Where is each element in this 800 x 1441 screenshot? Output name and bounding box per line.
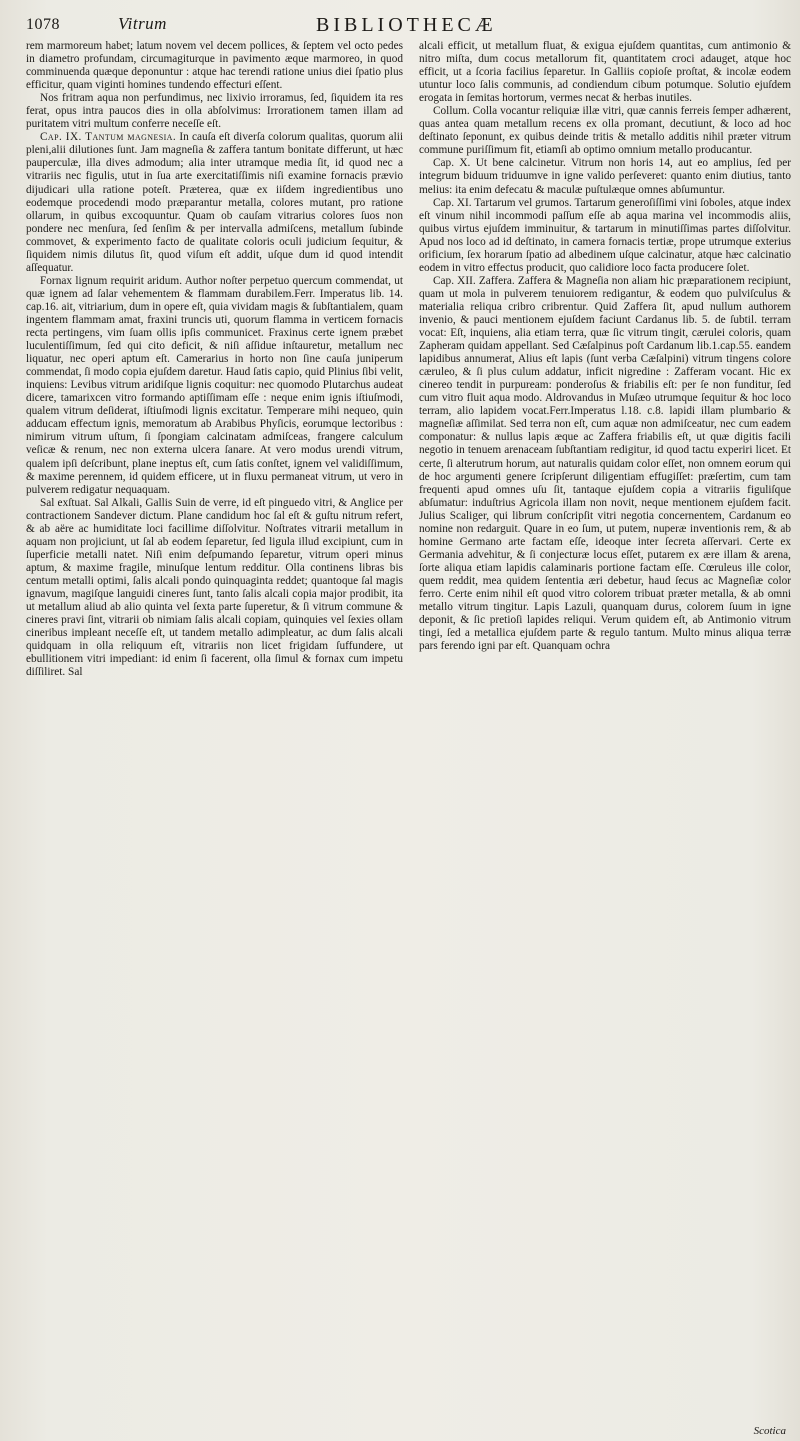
paragraph-body: In cauſa eſt diverſa colorum qualitas, quorum alii pleni,alii dilutiones ſunt. Jam magneſia & zaffera tantum bonitate differunt, ut hæc pauperculæ, illa dives admodum; alia inter utramque media ſit, id quod nec a vitrariis nec figulis, utut in ſua arte exercitatiſſimis niſi examine fornacis prævio dijudicari ulla ratione poteſt. Præterea, quæ ex iiſdem ingredientibus uno eodemque procedendi modo præparantur metalla, colores mutant, pro ratione ollarum, in quibus excoquuntur. Quam ob cauſam vitrarius colores ſuos non pondere nec menſura, ſed ſenſim & per intervalla admiſcens, metallum ſubinde commovet, & experimento facto de qualitate coloris oculi judicium ſequitur, & ſiquidem nimis dilutus ſit, quod viſum eſt addit, uſque dum id quod intendit aſſequatur. xyxy=(26,131,403,274)
chapter-heading: Cap. IX. Tantum magneſia. xyxy=(40,131,177,144)
paragraph: Nos fritram aqua non perfundimus, nec lixivio irroramus, ſed, ſiquidem ita res ferat, opus intra paucos dies in olla abſolvimus: Irrorationem tamen illam ad puritatem vitri multum conferre neceſſe eſt. xyxy=(26,92,403,131)
page-header xyxy=(26,14,788,40)
right-column xyxy=(419,40,791,1430)
paragraph: Sal exſtuat. Sal Alkali, Gallis Suin de verre, id eſt pinguedo vitri, & Anglice per contractionem Sandever dictum. Plane candidum hoc ſal eſt & guſtu nitrum refert, & ab aëre ac humiditate loci facillime diſſolvitur. Noſtrates vitrarii metallum in aquam non projiciunt, ut ſal ab eodem ſeparetur, ſed ligula illud excipiunt, cum in ſuperficie metalli natet. Niſi enim deſpumando ſeparetur, vitrum operi minus aptum, & maxime fragile, minuſque lentum redditur. Olla continens libras bis centum metalli optimi, ſalis alcali pondo quinquaginta reddet; quantoque ſal magis ignavum, magiſque languidi cineres ſunt, tanto ſalis alcali copia major prodibit, ita ut metallum aliud ab alio quinta vel ſexta parte ſuperetur, & ſi vitrum commune & cineres pravi ſint, vitrarii ob nimiam ſalis alcali copiam, quinquies vel ſexies ollam cineribus impleant neceſſe eſt, ut tandem metallo adimpleatur, ac dum ſalis alcali quidquam in olla reliquum eſt, vitrariis non licet frigidam ſuffundere, ut ebullitionem vitri impediant: id enim ſi facerent, olla ſimul & fornax cum impetu diſſiliret. Sal xyxy=(26,496,403,679)
running-head: BIBLIOTHECÆ xyxy=(316,14,497,36)
catchword: Scotica xyxy=(753,1425,786,1437)
paragraph: Cap. XI. Tartarum vel grumos. Tartarum generoſiſſimi vini ſoboles, atque index eſt vinum nihil incommodi paſſum eſſe ab aqua marina vel incommodis aliis, quibus virtus ejuſdem imminuitur, & tartarum in minutiſſimas partes diſſolvitur. Apud nos loco ad id deſtinato, in camera fornacis tertiæ, prope utrumque exterius orificium, ſex horarum ſpatio ad albedinem uſque calcinatur, atque hæc calcinatio eodem in vitro effectus producit, quo calidiore loco facta producere ſolet. xyxy=(419,196,791,274)
paragraph: Collum. Colla vocantur reliquiæ illæ vitri, quæ cannis ferreis ſemper adhærent, quas antea quam metallum recens ex olla promant, decutiunt, & loco ad hoc deſtinato ſeponunt, ex quibus deinde tritis & metallo additis nihil præter vitrum commune puriſſimum fit, etiamſi ab optimo omnium metallo producantur. xyxy=(419,105,791,157)
paragraph: alcali efficit, ut metallum fluat, & exigua ejuſdem quantitas, cum antimonio & nitro miſta, dum cocus metallorum fit, quantitatem croci adauget, atque hoc efficit, ut a ſcoria facilius ſeparetur. In Galliis copioſe proſtat, & incolæ eodem utuntur loco ſalis communis, ad condiendum cibum potumque. Solutio ejuſdem erogata in ſemitas hortorum, vermes necat & herbas inutiles. xyxy=(419,40,791,105)
paragraph: Cap. X. Ut bene calcinetur. Vitrum non horis 14, aut eo amplius, ſed per integrum biduum triduumve in igne valido perſeveret: quanto enim diutius, tanto melius: ita enim defecatu & maculæ puſtulæque omnes abſumuntur. xyxy=(419,157,791,196)
left-column xyxy=(26,40,403,1430)
paragraph: Cap. XII. Zaffera. Zaffera & Magneſia non aliam hic præparationem recipiunt, quam ut mola in pulverem tenuiorem redigantur, & eodem quo pulviſculus & materialia reliqua cribro cribrentur. Quid Zaffera ſit, apud nullum authorem invenio, & pauci mentionem ejuſdem faciunt Cardanus lib. 5. de ſubtil. terram vocat: Eſt, inquiens, alia etiam terra, quæ ſic vitrum tingit, cærulei coloris, quam Zapheram quidam appellant. Sed Cæſalpinus poſt Cardanum lib.1.cap.55. eandem lapidibus annumerat, Alius eſt lapis (ſunt verba Cæſalpini) vitrum tingens colore cæruleo, & ſi plus culum addatur, inficit nigredine : Zafferam vocant. Hic ex cinereo tendit in purpuream: ponderoſus & friabilis eſt: per ſe non funditur, ſed cum vitro fluit aqua modo. Aldrovandus in Muſæo utrumque ſequitur & hoc loco terram, alio lapidem vocat.Ferr.Imperatus l.18. c.8. lapidi illam plumbario & magneſiæ aſſimilat. Sed terra non eſt, cum aquæ non admiſceatur, nec cum eadem componatur: & nullus lapis æque ac Zaffera friabilis eſt, ut quæ digitis facili negotio in tenuem arenaceam ſubſtantiam redigitur, id quod tactu experiri licet. Et certe, ſi alterutrum horum, aut naturalis quidam color eſſet, non omnem eorum qui de hoc argumenti genere ſcripſerunt diligentiam effugiſſet: præſertim, cum tam frequenti apud omnes uſu ſit, tantaque ejuſdem copia a vitrariis figuliſque abſumatur: induſtrius Agricola illam non novit, neque mentionem ejuſdem facit. Julius Scaliger, qui librum conſcripſit vitri negotia concernentem, Cardanum eo nomine non redarguit. Quare in eo ſum, ut putem, nuperæ inventionis rem, & ab homine Germano arte factam eſſe, ideoque inter ſecreta aſſervari. Certe ex Germania advehitur, & ſi conjecturæ locus eſſet, putarem ex ære illam & arena, ſorte aliqua etiam lapidis calaminaris portione factam eſſe. Cœruleus ille color, quem reddit, mea quidem ſententia æri debetur, haud ſecus ac Magneſiæ color ferro. Certe enim nihil eſt quod vitro colorem tribuat præter metalla, & ab omni metallo vitrum tingitur. Lapis Lazuli, quanquam durus, colorem ſuum in igne deponit, & ſic pretioſi lapides reliqui. Verum quidem eſt, ab Antimonio vitrum tingi, ſed a metallica ejuſdem parte & regulo tantum. Multo minus aliqua terræ pars ferendo igni par eſt. Quanquam ochra xyxy=(419,274,791,653)
paragraph: rem marmoreum habet; latum novem vel decem pollices, & ſeptem vel octo pedes in diametro profundam, circumagiturque in pavimento æque marmoreo, in quod comminuenda quæque deponuntur : atque hac terendi ratione unius diei ſpatio plus efficitur, quam viginti homines tundendo effecturi eſſent. xyxy=(26,40,403,92)
page-number: 1078 xyxy=(26,16,60,33)
running-title: Vitrum xyxy=(118,14,167,33)
paragraph xyxy=(26,131,403,275)
paragraph: Fornax lignum requirit aridum. Author noſter perpetuo quercum commendat, ut quæ ignem ad ſalar vehementem & flammam durabilem.Ferr. Imperatus lib. 14. cap.16. ait, vitriarium, dum in opere eſt, quia vividam magis & ſubſtantialem, quam ingentem flammam amat, fraxini truncis uti, quorum flamma in verticem fornacis recta pertingens, vim ſuam ollis ipſis communicet. Fraxinus certe ignem præbet luculentiſſimum, ſed qui cito deficit, & niſi aſſidue inſtauretur, metallum nec liquatur, nec operi aptum eſt. Camerarius in horto non ſine cauſa juniperum commendat, ſi modo copia ejuſdem daretur. Haud ſatis capio, quid Plinius ſibi velit, inquiens: Levibus vitrum aridiſque lignis coquitur: nec quomodo Plutarchus audeat dicere, tamarixcen vitro formando aptiſſimam eſſe : neque enim ignis iſtiuſmodi, qualem vitrum deſiderat, iſtiuſmodi lignis excitatur. Temperare mihi nequeo, quin adducam effectum ignis, memoratum ab Arabibus Phyſicis, eorumque lectoribus : nimirum vitrum uſtum, ſi ſpongiam calcinatam admiſceas, frangere calculum veſicæ & renum, nec non externa ulcera ſanare. At vero modus urendi vitrum, qualem ipſi deſcribunt, plane ineptus eſt, cum ſatis conſtet, ignem vel validiſſimum, & maxime perennem, id quidem efficere, ut in fluxu permaneat vitrum, ut vero in pulverem redigatur nequaquam. xyxy=(26,274,403,496)
